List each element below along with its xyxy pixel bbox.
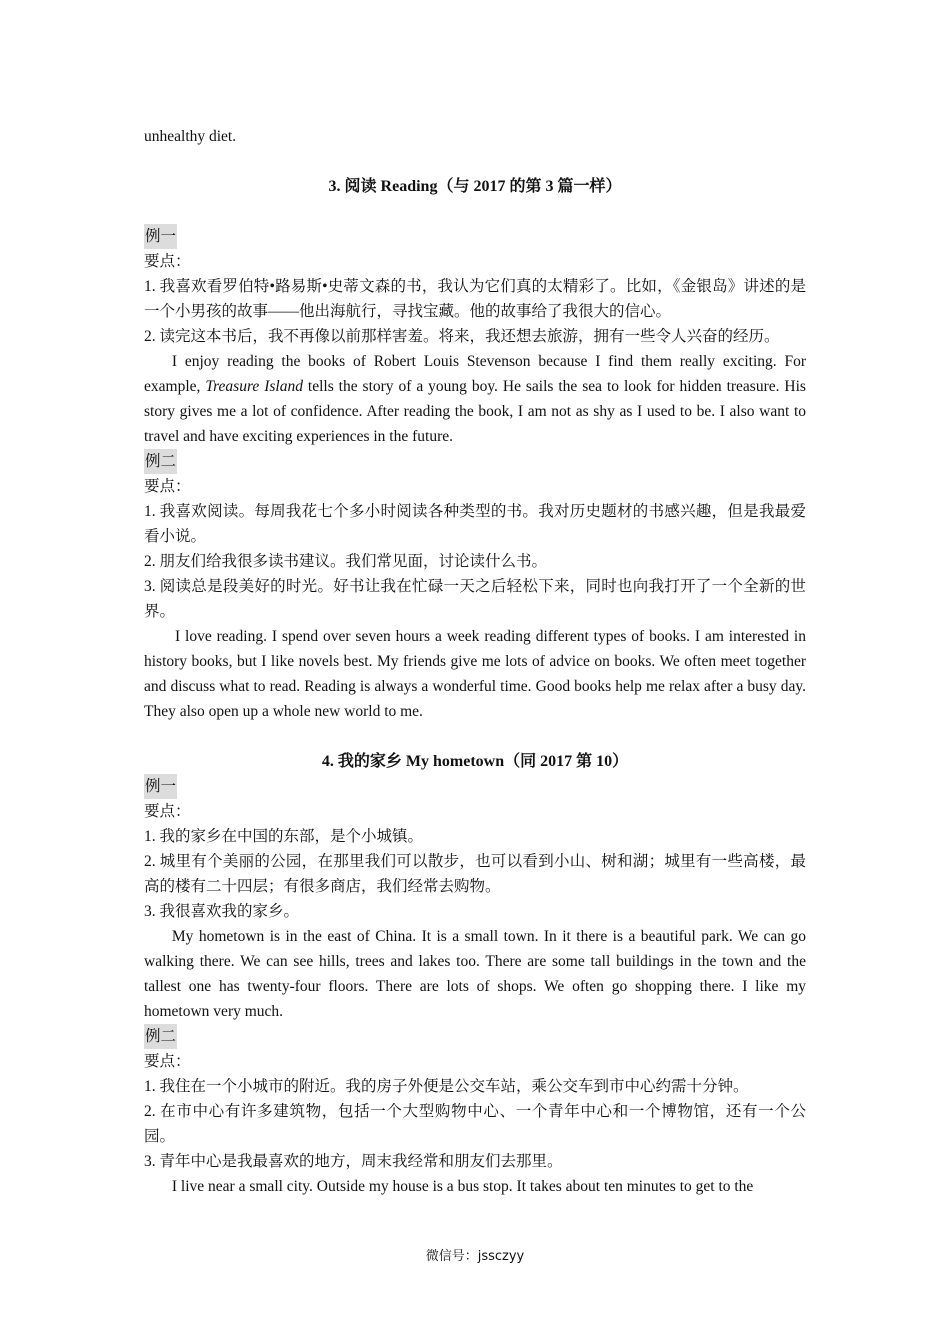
points-label: 要点：	[144, 253, 191, 270]
example-label	[144, 449, 806, 474]
essay-paragraph: I live near a small city. Outside my house is a bus stop. It takes about ten minutes to get to the	[171, 1178, 754, 1195]
essay-paragraph: I love reading. I spend over seven hours a week reading different types of books. I am interested in history books, but I like novels best. My friends give me lots of advice on books. We often meet together and discuss what to read. Reading is always a wonderful time. Good books help me relax after a busy day. They also open up a whole new world to me.	[144, 628, 806, 720]
essay-text: I enjoy reading the books of Robert Louis Stevenson because I find them really exciting. For example,	[144, 353, 806, 395]
section-4-heading: 4. 我的家乡 My hometown（同 2017 第 10）	[321, 753, 629, 770]
point-item: 2. 在市中心有许多建筑物，包括一个大型购物中心、一个青年中心和一个博物馆，还有一个公园。	[144, 1103, 806, 1145]
point-item: 1. 我的家乡在中国的东部，是个小城镇。	[144, 828, 424, 845]
spacer	[144, 199, 806, 224]
spacer	[144, 149, 806, 174]
point-item: 2. 读完这本书后，我不再像以前那样害羞。将来，我还想去旅游，拥有一些令人兴奋的经历。	[144, 328, 780, 345]
example-label	[144, 774, 806, 799]
point-item: 1. 我喜欢看罗伯特•路易斯•史蒂文森的书，我认为它们真的太精彩了。比如，《金银岛》讲述的是一个小男孩的故事——他出海航行，寻找宝藏。他的故事给了我很大的信心。	[144, 278, 806, 320]
essay-paragraph: My hometown is in the east of China. It is a small town. In it there is a beautiful park. We can go walking there. We can see hills, trees and lakes too. There are some tall buildings in the town and the tallest one has twenty-four floors. There are lots of shops. We often go shopping there. I like my hometown very much.	[144, 928, 806, 1020]
point-item: 3. 青年中心是我最喜欢的地方，周末我经常和朋友们去那里。	[144, 1153, 563, 1170]
points-label: 要点：	[144, 803, 191, 820]
point-item: 3. 我很喜欢我的家乡。	[144, 903, 300, 920]
point-item: 1. 我喜欢阅读。每周我花七个多小时阅读各种类型的书。我对历史题材的书感兴趣，但是我最爱看小说。	[144, 503, 806, 545]
document-body	[144, 124, 806, 1199]
page-footer: 微信号：jssczyy	[425, 1249, 525, 1264]
intro-tail-text: unhealthy diet.	[144, 128, 237, 145]
example-tag: 例一	[144, 774, 177, 799]
points-label: 要点：	[144, 478, 191, 495]
example-tag: 例二	[144, 1024, 177, 1049]
essay-paragraph	[144, 349, 806, 449]
points-label: 要点：	[144, 1053, 191, 1070]
example-tag: 例一	[144, 224, 177, 249]
point-item: 3. 阅读总是段美好的时光。好书让我在忙碌一天之后轻松下来，同时也向我打开了一个全新的世界。	[144, 578, 806, 620]
example-tag: 例二	[144, 449, 177, 474]
spacer	[144, 724, 806, 749]
section-3-heading: 3. 阅读 Reading（与 2017 的第 3 篇一样）	[328, 178, 622, 195]
example-label	[144, 224, 806, 249]
point-item: 2. 朋友们给我很多读书建议。我们常见面，讨论读什么书。	[144, 553, 548, 570]
essay-text: tells the story of a young boy. He sails the sea to look for hidden treasure. His story gives me a lot of confidence. After reading the book, I am not as shy as I used to be. I also want to travel and have exciting experiences in the future.	[144, 378, 806, 445]
book-title: Treasure Island	[205, 378, 303, 395]
example-label	[144, 1024, 806, 1049]
point-item: 1. 我住在一个小城市的附近。我的房子外便是公交车站，乘公交车到市中心约需十分钟。	[144, 1078, 749, 1095]
point-item: 2. 城里有个美丽的公园，在那里我们可以散步，也可以看到小山、树和湖；城里有一些高楼，最高的楼有二十四层；有很多商店，我们经常去购物。	[144, 853, 806, 895]
